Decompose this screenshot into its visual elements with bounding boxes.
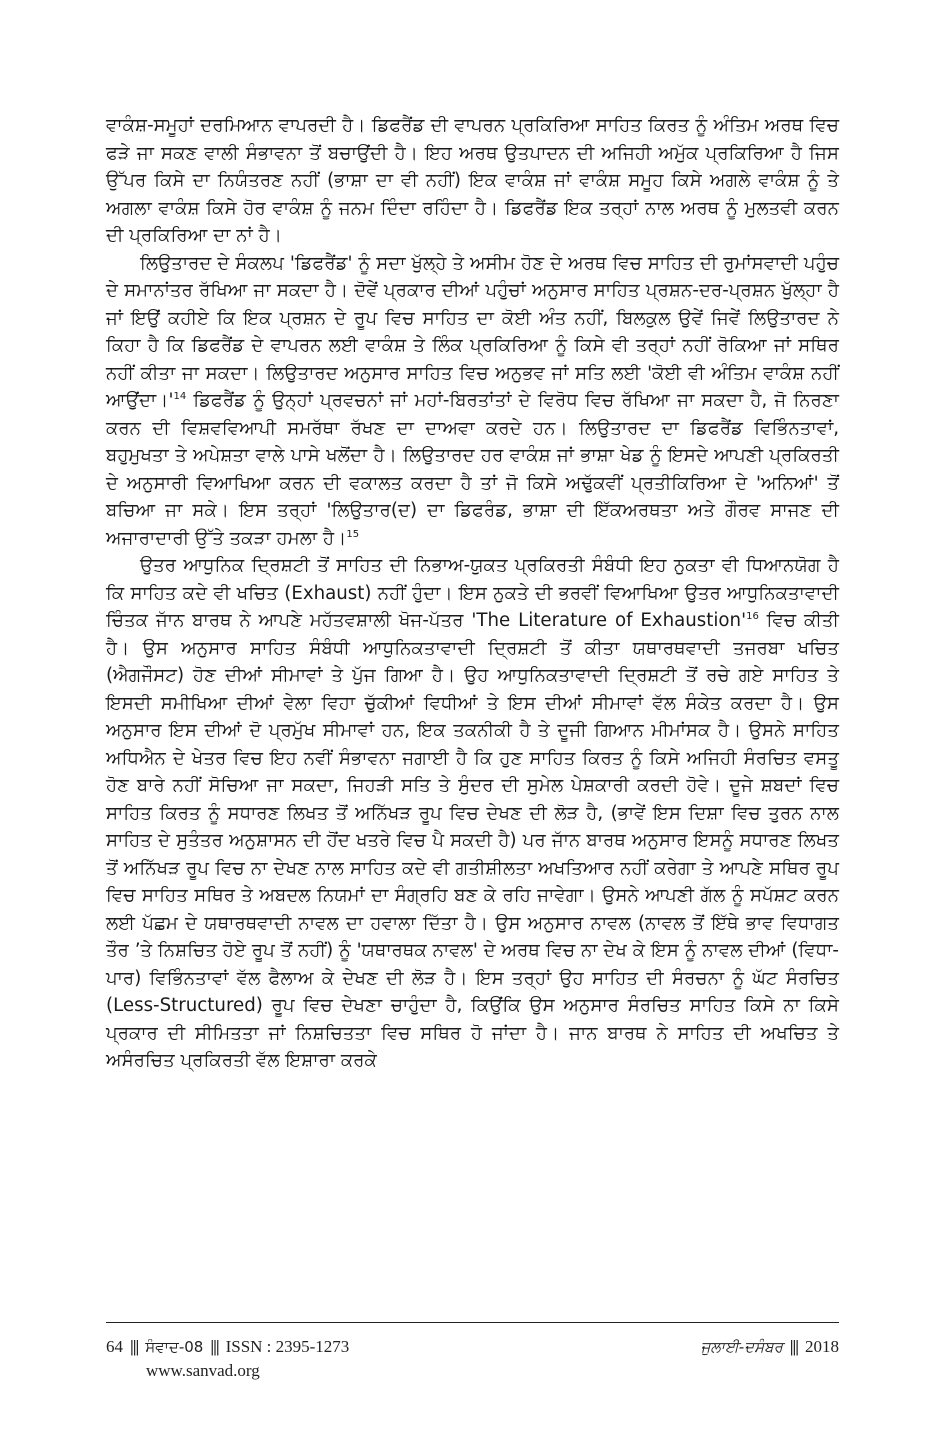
paragraph-2 [106, 250, 839, 553]
footer-left [106, 1337, 349, 1357]
footnote-ref-14: 14 [173, 390, 187, 402]
paragraph-1: ਵਾਕੰਸ਼-ਸਮੂਹਾਂ ਦਰਮਿਆਨ ਵਾਪਰਦੀ ਹੈ। ਡਿਫਰੈਂਡ ਦੀ ਵਾਪਰਨ ਪ੍ਰਕਿਰਿਆ ਸਾਹਿਤ ਕਿਰਤ ਨੂੰ ਅੰਤਿਮ ਅਰਥ ਵਿਚ ਫੜੇ ਜਾ ਸਕਣ ਵਾਲੀ ਸੰਭਾਵਨਾ ਤੋਂ ਬਚਾਉਂਦੀ ਹੈ। ਇਹ ਅਰਥ ਉਤਪਾਦਨ ਦੀ ਅਜਿਹੀ ਅਮੁੱਕ ਪ੍ਰਕਿਰਿਆ ਹੈ ਜਿਸ ਉੱਪਰ ਕਿਸੇ ਦਾ ਨਿਯੰਤਰਣ ਨਹੀਂ (ਭਾਸ਼ਾ ਦਾ ਵੀ ਨਹੀਂ) ਇਕ ਵਾਕੰਸ਼ ਜਾਂ ਵਾਕੰਸ਼ ਸਮੂਹ ਕਿਸੇ ਅਗਲੇ ਵਾਕੰਸ਼ ਨੂੰ ਤੇ ਅਗਲਾ ਵਾਕੰਸ਼ ਕਿਸੇ ਹੋਰ ਵਾਕੰਸ਼ ਨੂੰ ਜਨਮ ਦਿੰਦਾ ਰਹਿੰਦਾ ਹੈ। ਡਿਫਰੈਂਡ ਇਕ ਤਰ੍ਹਾਂ ਨਾਲ ਅਰਥ ਨੂੰ ਮੁਲਤਵੀ ਕਰਨ ਦੀ ਪ੍ਰਕਿਰਿਆ ਦਾ ਨਾਂ ਹੈ। [106, 115, 839, 246]
paragraph-3-part-b: ਵਿਚ ਕੀਤੀ ਹੈ। ਉਸ ਅਨੁਸਾਰ ਸਾਹਿਤ ਸੰਬੰਧੀ ਆਧੁਨਿਕਤਾਵਾਦੀ ਦ੍ਰਿਸ਼ਟੀ ਤੋਂ ਕੀਤਾ ਯਥਾਰਥਵਾਦੀ ਤਜਰਬਾ ਖਚਿਤ (ਐਗਜੌਸਟ) ਹੋਣ ਦੀਆਂ ਸੀਮਾਵਾਂ ਤੇ ਪੁੱਜ ਗਿਆ ਹੈ। ਉਹ ਆਧੁਨਿਕਤਾਵਾਦੀ ਦ੍ਰਿਸ਼ਟੀ ਤੋਂ ਰਚੇ ਗਏ ਸਾਹਿਤ ਤੇ ਇਸਦੀ ਸਮੀਖਿਆ ਦੀਆਂ ਵੇਲਾ ਵਿਹਾ ਚੁੱਕੀਆਂ ਵਿਧੀਆਂ ਤੇ ਇਸ ਦੀਆਂ ਸੀਮਾਵਾਂ ਵੱਲ ਸੰਕੇਤ ਕਰਦਾ ਹੈ। ਉਸ ਅਨੁਸਾਰ ਇਸ ਦੀਆਂ ਦੋ ਪ੍ਰਮੁੱਖ ਸੀਮਾਵਾਂ ਹਨ, ਇਕ ਤਕਨੀਕੀ ਹੈ ਤੇ ਦੂਜੀ ਗਿਆਨ ਮੀਮਾਂਸਕ ਹੈ। ਉਸਨੇ ਸਾਹਿਤ ਅਧਿਐਨ ਦੇ ਖੇਤਰ ਵਿਚ ਇਹ ਨਵੀਂ ਸੰਭਾਵਨਾ ਜਗਾਈ ਹੈ ਕਿ ਹੁਣ ਸਾਹਿਤ ਕਿਰਤ ਨੂੰ ਕਿਸੇ ਅਜਿਹੀ ਸੰਰਚਿਤ ਵਸਤੂ ਹੋਣ ਬਾਰੇ ਨਹੀਂ ਸੋਚਿਆ ਜਾ ਸਕਦਾ, ਜਿਹੜੀ ਸਤਿ ਤੇ ਸੁੰਦਰ ਦੀ ਸੁਮੇਲ ਪੇਸ਼ਕਾਰੀ ਕਰਦੀ ਹੋਵੇ। ਦੂਜੇ ਸ਼ਬਦਾਂ ਵਿਚ ਸਾਹਿਤ ਕਿਰਤ ਨੂੰ ਸਧਾਰਣ ਲਿਖਤ ਤੋਂ ਅਨਿੱਖੜ ਰੂਪ ਵਿਚ ਦੇਖਣ ਦੀ ਲੋੜ ਹੈ, (ਭਾਵੇਂ ਇਸ ਦਿਸ਼ਾ ਵਿਚ ਤੁਰਨ ਨਾਲ ਸਾਹਿਤ ਦੇ ਸੁਤੰਤਰ ਅਨੁਸ਼ਾਸਨ ਦੀ ਹੋਂਦ ਖਤਰੇ ਵਿਚ ਪੈ ਸਕਦੀ ਹੈ) ਪਰ ਜਾੱਨ ਬਾਰਥ ਅਨੁਸਾਰ ਇਸਨੂੰ ਸਧਾਰਣ ਲਿਖਤ ਤੋਂ ਅਨਿੱਖੜ ਰੂਪ ਵਿਚ ਨਾ ਦੇਖਣ ਨਾਲ ਸਾਹਿਤ ਕਦੇ ਵੀ ਗਤੀਸ਼ੀਲਤਾ ਅਖਤਿਆਰ ਨਹੀਂ ਕਰੇਗਾ ਤੇ ਆਪਣੇ ਸਥਿਰ ਰੂਪ ਵਿਚ ਸਾਹਿਤ ਸਥਿਰ ਤੇ ਅਬਦਲ ਨਿਯਮਾਂ ਦਾ ਸੰਗ੍ਰਹਿ ਬਣ ਕੇ ਰਹਿ ਜਾਵੇਗਾ। ਉਸਨੇ ਆਪਣੀ ਗੱਲ ਨੂੰ ਸਪੱਸ਼ਟ ਕਰਨ ਲਈ ਪੱਛਮ ਦੇ ਯਥਾਰਥਵਾਦੀ ਨਾਵਲ ਦਾ ਹਵਾਲਾ ਦਿੱਤਾ ਹੈ। ਉਸ ਅਨੁਸਾਰ ਨਾਵਲ (ਨਾਵਲ ਤੋਂ ਇੱਥੇ ਭਾਵ ਵਿਧਾਗਤ ਤੌਰ ’ਤੇ ਨਿਸ਼ਚਿਤ ਹੋਏ ਰੂਪ ਤੋਂ ਨਹੀਂ) ਨੂੰ 'ਯਥਾਰਥਕ ਨਾਵਲ' ਦੇ ਅਰਥ ਵਿਚ ਨਾ ਦੇਖ ਕੇ ਇਸ ਨੂੰ ਨਾਵਲ ਦੀਆਂ (ਵਿਧਾ-ਪਾਰ) ਵਿਭਿੰਨਤਾਵਾਂ ਵੱਲ ਫੈਲਾਅ ਕੇ ਦੇਖਣ ਦੀ ਲੋੜ ਹੈ। ਇਸ ਤਰ੍ਹਾਂ ਉਹ ਸਾਹਿਤ ਦੀ ਸੰਰਚਨਾ ਨੂੰ ਘੱਟ ਸੰਰਚਿਤ (Less-Structured) ਰੂਪ ਵਿਚ ਦੇਖਣਾ ਚਾਹੁੰਦਾ ਹੈ, ਕਿਉਂਕਿ ਉਸ ਅਨੁਸਾਰ ਸੰਰਚਿਤ ਸਾਹਿਤ ਕਿਸੇ ਨਾ ਕਿਸੇ ਪ੍ਰਕਾਰ ਦੀ ਸੀਮਿਤਤਾ ਜਾਂ ਨਿਸ਼ਚਿਤਤਾ ਵਿਚ ਸਥਿਰ ਹੋ ਜਾਂਦਾ ਹੈ। ਜਾਨ ਬਾਰਥ ਨੇ ਸਾਹਿਤ ਦੀ ਅਖਚਿਤ ਤੇ ਅਸੰਰਚਿਤ ਪ੍ਰਕਿਰਤੀ ਵੱਲ ਇਸ਼ਾਰਾ ਕਰਕੇ [106, 610, 839, 1071]
paragraph-2-part-b: ਡਿਫਰੈਂਡ ਨੂੰ ਉਨ੍ਹਾਂ ਪ੍ਰਵਚਨਾਂ ਜਾਂ ਮਹਾਂ-ਬਿਰਤਾਂਤਾਂ ਦੇ ਵਿਰੋਧ ਵਿਚ ਰੱਖਿਆ ਜਾ ਸਕਦਾ ਹੈ, ਜੋ ਨਿਰਣਾ ਕਰਨ ਦੀ ਵਿਸ਼ਵਵਿਆਪੀ ਸਮਰੱਥਾ ਰੱਖਣ ਦਾ ਦਾਅਵਾ ਕਰਦੇ ਹਨ। ਲਿਉਤਾਰਦ ਦਾ ਡਿਫਰੈਂਡ ਵਿਭਿੰਨਤਾਵਾਂ, ਬਹੁਮੁਖਤਾ ਤੇ ਅਪੇਸ਼ਤਾ ਵਾਲੇ ਪਾਸੇ ਖਲੋਂਦਾ ਹੈ। ਲਿਉਤਾਰਦ ਹਰ ਵਾਕੰਸ਼ ਜਾਂ ਭਾਸ਼ਾ ਖੇਡ ਨੂੰ ਇਸਦੇ ਆਪਣੀ ਪ੍ਰਕਿਰਤੀ ਦੇ ਅਨੁਸਾਰੀ ਵਿਆਖਿਆ ਕਰਨ ਦੀ ਵਕਾਲਤ ਕਰਦਾ ਹੈ ਤਾਂ ਜੋ ਕਿਸੇ ਅਢੁੱਕਵੀਂ ਪ੍ਰਤੀਕਿਰਿਆ ਦੇ 'ਅਨਿਆਂ' ਤੋਂ ਬਚਿਆ ਜਾ ਸਕੇ। ਇਸ ਤਰ੍ਹਾਂ 'ਲਿਉਤਾਰ(ਦ) ਦਾ ਡਿਫਰੰਡ, ਭਾਸ਼ਾ ਦੀ ਇੱਕਅਰਥਤਾ ਅਤੇ ਗੌਰਵ ਸਾਜਣ ਦੀ ਅਜਾਰਾਦਾਰੀ ਉੱਤੇ ਤਕੜਾ ਹਮਲਾ ਹੈ। [106, 390, 839, 549]
journal-name: ਸੰਵਾਦ-08 [145, 1338, 204, 1356]
separator-bars: ||| [789, 1337, 798, 1356]
issue-period: ਜੁਲਾਈ-ਦਸੰਬਰ [700, 1338, 783, 1356]
footnote-ref-16: 16 [746, 610, 759, 622]
footer-rule [106, 1322, 839, 1323]
issue-year: 2018 [805, 1337, 839, 1356]
separator-bars: ||| [130, 1337, 139, 1356]
paragraph-2-part-a: ਲਿਉਤਾਰਦ ਦੇ ਸੰਕਲਪ 'ਡਿਫਰੈਂਡ' ਨੂੰ ਸਦਾ ਖੁੱਲ੍ਹੇ ਤੇ ਅਸੀਮ ਹੋਣ ਦੇ ਅਰਥ ਵਿਚ ਸਾਹਿਤ ਦੀ ਰੁਮਾਂਸਵਾਦੀ ਪਹੁੰਚ ਦੇ ਸਮਾਨਾਂਤਰ ਰੱਖਿਆ ਜਾ ਸਕਦਾ ਹੈ। ਦੋਵੇਂ ਪ੍ਰਕਾਰ ਦੀਆਂ ਪਹੁੰਚਾਂ ਅਨੁਸਾਰ ਸਾਹਿਤ ਪ੍ਰਸ਼ਨ-ਦਰ-ਪ੍ਰਸ਼ਨ ਖੁੱਲ੍ਹਾ ਹੈ ਜਾਂ ਇਉਂ ਕਹੀਏ ਕਿ ਇਕ ਪ੍ਰਸ਼ਨ ਦੇ ਰੂਪ ਵਿਚ ਸਾਹਿਤ ਦਾ ਕੋਈ ਅੰਤ ਨਹੀਂ, ਬਿਲਕੁਲ ਉਵੇਂ ਜਿਵੇਂ ਲਿਉਤਾਰਦ ਨੇ ਕਿਹਾ ਹੈ ਕਿ ਡਿਫਰੈਂਡ ਦੇ ਵਾਪਰਨ ਲਈ ਵਾਕੰਸ਼ ਤੇ ਲਿੰਕ ਪ੍ਰਕਿਰਿਆ ਨੂੰ ਕਿਸੇ ਵੀ ਤਰ੍ਹਾਂ ਨਹੀਂ ਰੋਕਿਆ ਜਾਂ ਸਥਿਰ ਨਹੀਂ ਕੀਤਾ ਜਾ ਸਕਦਾ। ਲਿਉਤਾਰਦ ਅਨੁਸਾਰ ਸਾਹਿਤ ਵਿਚ ਅਨੁਭਵ ਜਾਂ ਸਤਿ ਲਈ 'ਕੋਈ ਵੀ ਅੰਤਿਮ ਵਾਕੰਸ਼ ਨਹੀਂ ਆਉਂਦਾ।' [106, 252, 839, 411]
separator-bars: ||| [210, 1337, 219, 1356]
website-link[interactable]: www.sanvad.org [146, 1361, 260, 1380]
paragraph-3-part-a: ਉਤਰ ਆਧੁਨਿਕ ਦ੍ਰਿਸ਼ਟੀ ਤੋਂ ਸਾਹਿਤ ਦੀ ਨਿਭਾਅ-ਯੁਕਤ ਪ੍ਰਕਿਰਤੀ ਸੰਬੰਧੀ ਇਹ ਨੁਕਤਾ ਵੀ ਧਿਆਨਯੋਗ ਹੈ ਕਿ ਸਾਹਿਤ ਕਦੇ ਵੀ ਖਚਿਤ (Exhaust) ਨਹੀਂ ਹੁੰਦਾ। ਇਸ ਨੁਕਤੇ ਦੀ ਭਰਵੀਂ ਵਿਆਖਿਆ ਉਤਰ ਆਧੁਨਿਕਤਾਵਾਦੀ ਚਿੰਤਕ ਜਾੱਨ ਬਾਰਥ ਨੇ ਆਪਣੇ ਮਹੱਤਵਸ਼ਾਲੀ ਖੋਜ-ਪੱਤਰ 'The Literature of Exhaustion' [106, 555, 839, 631]
issn: ISSN : 2395-1273 [225, 1337, 350, 1356]
page-number: 64 [106, 1337, 123, 1356]
paragraph-3 [106, 552, 839, 1075]
body-text [106, 112, 839, 1075]
footnote-ref-15: 15 [346, 528, 360, 540]
footer-right [701, 1337, 839, 1357]
